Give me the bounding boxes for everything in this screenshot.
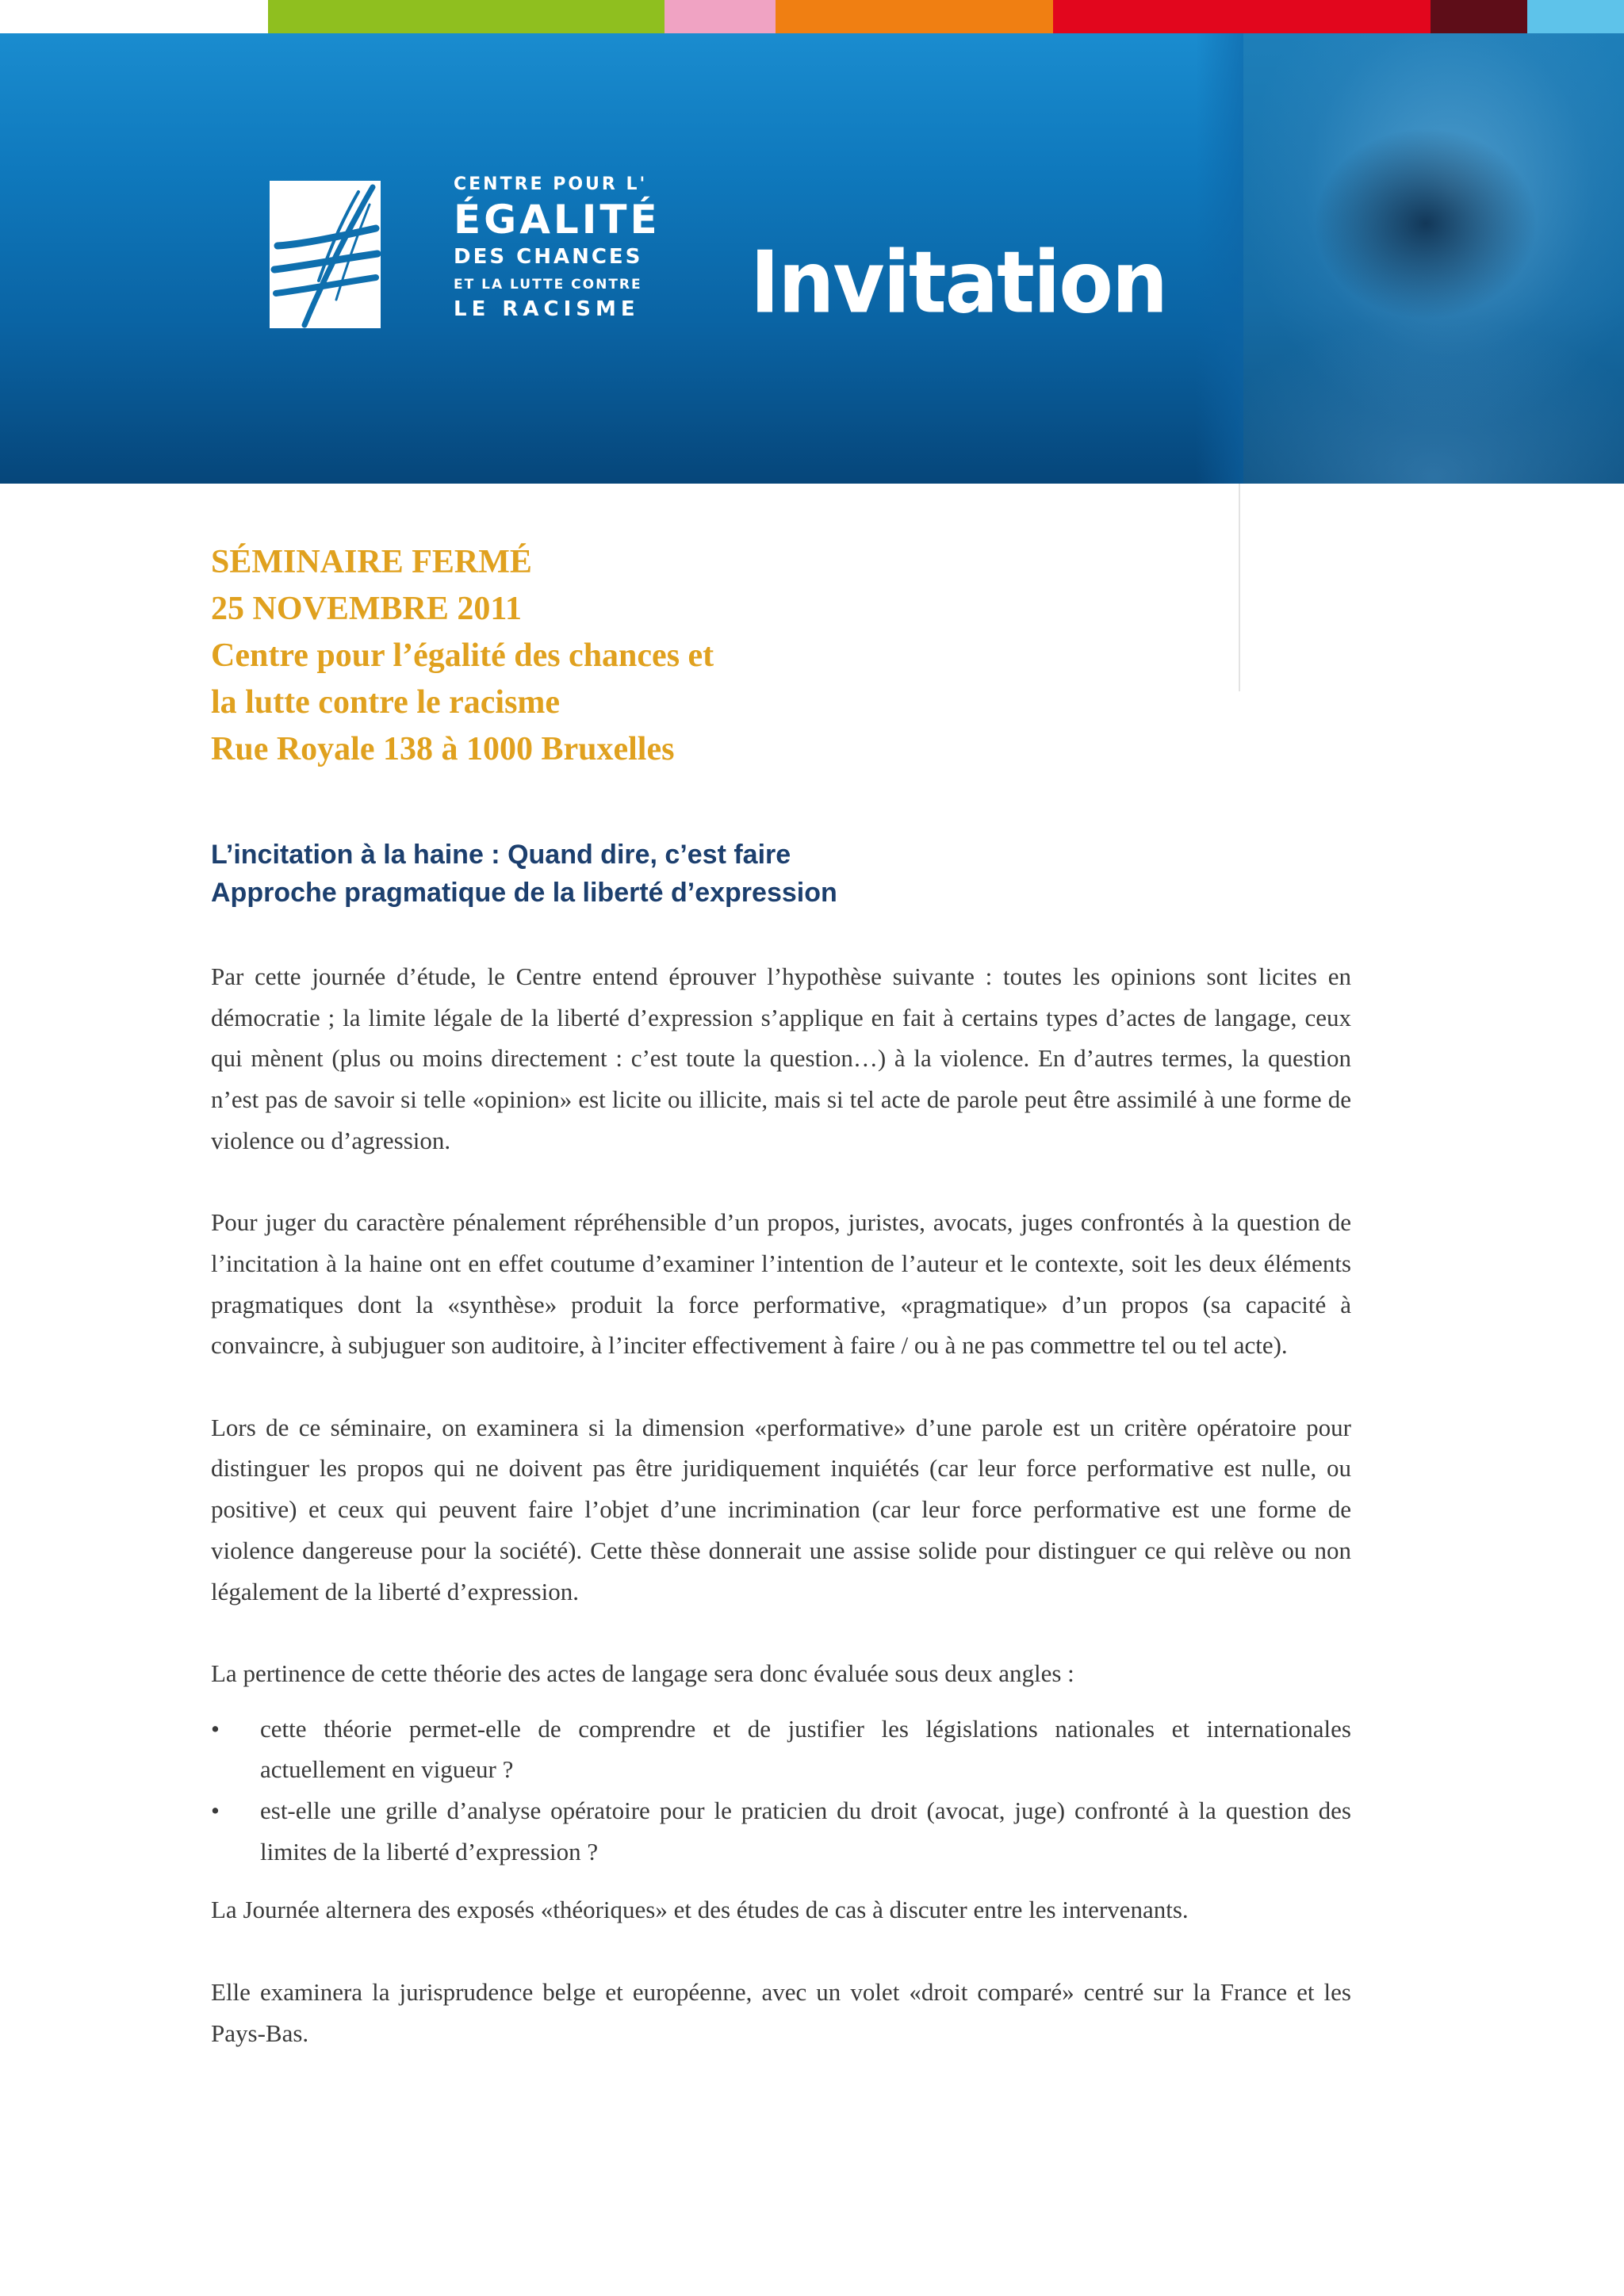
paragraph-4: La pertinence de cette théorie des actes de langage sera donc évaluée sous deux angles : — [211, 1659, 1074, 1687]
event-venue-line-1: Centre pour l’égalité des chances et — [211, 637, 714, 674]
logo-line-1: CENTRE POUR L' — [454, 174, 648, 194]
logo-wordmark — [454, 174, 661, 321]
list-item — [211, 1709, 1351, 1790]
banner-title: Invitation — [750, 232, 1167, 333]
paragraph-3: Lors de ce séminaire, on examinera si la dimension «performative» d’une parole est un critère opératoire pour distinguer les propos qui ne doivent pas être juridiquement inquiétés (car leur force performative est nulle, ou positive) et ceux qui peuvent faire l’objet d’une incrimination (car leur force performative est une forme de violence dangereuse pour la société). Cette thèse donnerait une assise solide pour distinguer ce qui relève ou non légalement de la liberté d’expression. — [211, 1413, 1351, 1605]
banner-photo — [1243, 33, 1624, 484]
logo-line-4: ET LA LUTTE CONTRE — [454, 277, 642, 293]
seminar-title — [211, 836, 837, 912]
paragraph-1: Par cette journée d’étude, le Centre entend éprouver l’hypothèse suivante : toutes les opinions sont licites en démocratie ; la limite légale de la liberté d’expression s’applique en fait à certains types d’actes de langage, ceux qui mènent (plus ou moins directement : c’est toute la question…) à la violence. En d’autres termes, la question n’est pas de savoir si telle «opinion» est licite ou illicite, mais si tel acte de parole peut être assimilé à une forme de violence ou d’agression. — [211, 962, 1351, 1154]
strip-orange — [776, 0, 1053, 33]
strip-burgundy — [1431, 0, 1527, 33]
paragraph-6: Elle examinera la jurisprudence belge et européenne, avec un volet «droit comparé» centré sur la France et les Pays-Bas. — [211, 1977, 1351, 2047]
event-type: SÉMINAIRE FERMÉ — [211, 544, 532, 580]
list-item-text: est-elle une grille d’analyse opératoire pour le praticien du droit (avocat, juge) confronté à la question des limites de la liberté d’expression ? — [260, 1797, 1351, 1866]
photo-fade — [1196, 33, 1243, 484]
bullet-marker: • — [211, 1714, 220, 1743]
list-item-text: cette théorie permet-elle de comprendre et de justifier les législations nationales et internationales actuellement en vigueur ? — [260, 1714, 1351, 1784]
strip-red — [1053, 0, 1431, 33]
event-header — [211, 539, 714, 773]
paragraph-2: Pour juger du caractère pénalement répréhensible d’un propos, juristes, avocats, juges confrontés à la question de l’incitation à la haine ont en effet coutume d’examiner l’intention de l’auteur et le contexte, soit les deux éléments pragmatiques dont la «synthèse» produit la force performative, «pragmatique» d’un propos (sa capacité à convaincre, à subjuguer son auditoire, à l’inciter effectivement à faire / ou à ne pas commettre tel ou tel acte). — [211, 1208, 1351, 1360]
strip-green — [268, 0, 665, 33]
strip-pink — [665, 0, 776, 33]
event-address: Rue Royale 138 à 1000 Bruxelles — [211, 731, 675, 767]
paragraph-5: La Journée alternera des exposés «théoriques» et des études de cas à discuter entre les intervenants. — [211, 1896, 1189, 1924]
body-text — [211, 956, 1351, 2053]
header-banner — [0, 33, 1624, 484]
strip-light-blue — [1527, 0, 1624, 33]
bullet-list — [211, 1709, 1351, 1873]
event-venue-line-2: la lutte contre le racisme — [211, 684, 561, 721]
logo-line-2: ÉGALITÉ — [454, 197, 661, 243]
event-date: 25 NOVEMBRE 2011 — [211, 591, 523, 627]
list-item — [211, 1790, 1351, 1872]
color-strip — [268, 0, 1624, 33]
seminar-title-line-2: Approche pragmatique de la liberté d’expression — [211, 878, 837, 908]
divider-line — [1239, 484, 1240, 691]
bullet-marker: • — [211, 1797, 220, 1825]
seminar-title-line-1: L’incitation à la haine : Quand dire, c’est faire — [211, 840, 791, 870]
logo-line-3: DES CHANCES — [454, 245, 643, 269]
logo-icon — [270, 181, 381, 328]
logo-line-5: LE RACISME — [454, 297, 640, 321]
